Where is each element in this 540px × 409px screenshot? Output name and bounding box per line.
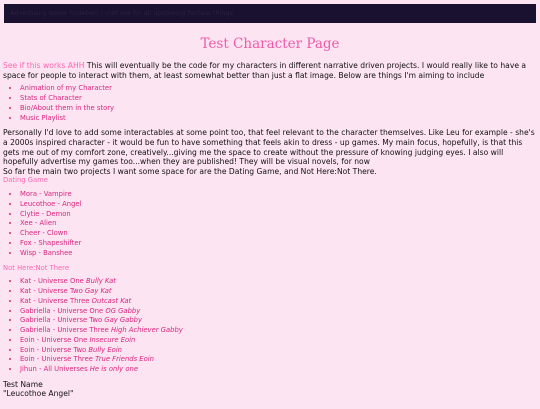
- list-item: [20, 346, 537, 356]
- list-item: • Leucothoe - Angel: [20, 200, 537, 210]
- list-item: [20, 336, 537, 346]
- list-item: • Animation of my Character: [20, 84, 537, 94]
- item-emphasis: Insecure Eoin: [89, 335, 136, 344]
- item-text: Kat - Universe One: [20, 277, 86, 286]
- item-text: Eoin - Universe Three: [20, 355, 96, 364]
- list-item: • Wisp - Banshee: [20, 249, 537, 259]
- item-text: Gabriella - Universe One: [20, 306, 106, 315]
- item-emphasis: High Achiever Gabby: [111, 326, 183, 335]
- intro-lead: See if this works AHH: [3, 61, 85, 70]
- test-name-value: "Leucothoe Angel": [3, 389, 74, 399]
- not-here-list: [3, 277, 537, 375]
- dating-game-heading: Dating Game: [3, 176, 48, 185]
- list-item: • Bio/About them in the story: [20, 104, 537, 114]
- aims-list: [3, 84, 537, 123]
- list-item: [20, 277, 537, 287]
- projects-paragraph: So far the main two projects I want some space for are the Dating Game, and Not Here:Not There.: [3, 166, 377, 176]
- list-item: [20, 287, 537, 297]
- body-paragraph: Personally I'd love to add some interactables at some point too, that feel relevant to the character themselves. Like Leu for example - she's a 2000s inspired character - it would be fun to have something that feels akin to dress - up games. My main focus, hopefully, is that this gets me out of my comfort zone, creatively...giving me the space to create without the pressure of knowing judging eyes. I also will hopefully advertise my games too...when they are published! They will be visual novels, for now: [3, 128, 535, 167]
- top-banner: [4, 4, 536, 23]
- main-content: [0, 61, 540, 399]
- item-text: Kat - Universe Three: [20, 296, 92, 305]
- intro-paragraph: [3, 61, 537, 80]
- not-here-heading: Not Here:Not There: [3, 263, 70, 272]
- item-emphasis: True Friends Eoin: [95, 355, 154, 364]
- dating-game-list: [3, 190, 537, 259]
- list-item: • Mora - Vampire: [20, 190, 537, 200]
- item-emphasis: OG Gabby: [105, 306, 141, 315]
- item-emphasis: He is only one: [89, 365, 139, 374]
- item-emphasis: Gay Gabby: [104, 316, 142, 325]
- item-text: Gabriella - Universe Three: [20, 326, 112, 335]
- item-text: Jihun - All Universes: [20, 365, 90, 374]
- list-item: • Fox - Shapeshifter: [20, 239, 537, 249]
- item-emphasis: Gay Kat: [84, 286, 112, 295]
- list-item: [20, 355, 537, 365]
- list-item: • Xee - Alien: [20, 219, 537, 229]
- list-item: [20, 365, 537, 375]
- list-item: [20, 326, 537, 336]
- item-emphasis: Bully Kat: [86, 277, 116, 286]
- list-item: • Clytie - Demon: [20, 210, 537, 220]
- list-item: [20, 297, 537, 307]
- item-emphasis: Outcast Kat: [91, 296, 132, 305]
- item-text: Eoin - Universe Two: [20, 345, 89, 354]
- test-name-block: [3, 380, 537, 399]
- page-title: Test Character Page: [200, 36, 340, 52]
- list-item: • Cheer - Clown: [20, 229, 537, 239]
- list-item: [20, 316, 537, 326]
- list-item: • Music Playlist: [20, 114, 537, 124]
- banner-text: Advertising game (sidebar) / visit me for all upcoming fanfare things: [10, 9, 233, 17]
- list-item: • Stats of Character: [20, 94, 537, 104]
- item-text: Eoin - Universe One: [20, 335, 90, 344]
- test-name-label: Test Name: [3, 380, 43, 390]
- intro-text: This will eventually be the code for my characters in different narrative driven projects. I would really like to have a space for people to interact with them, at least somewhat better than just a flat image. Below are things I'm aiming to include: [3, 61, 527, 80]
- item-text: Kat - Universe Two: [20, 286, 85, 295]
- item-text: Gabriella - Universe Two: [20, 316, 105, 325]
- list-item: [20, 307, 537, 317]
- item-emphasis: Bully Eoin: [88, 345, 122, 354]
